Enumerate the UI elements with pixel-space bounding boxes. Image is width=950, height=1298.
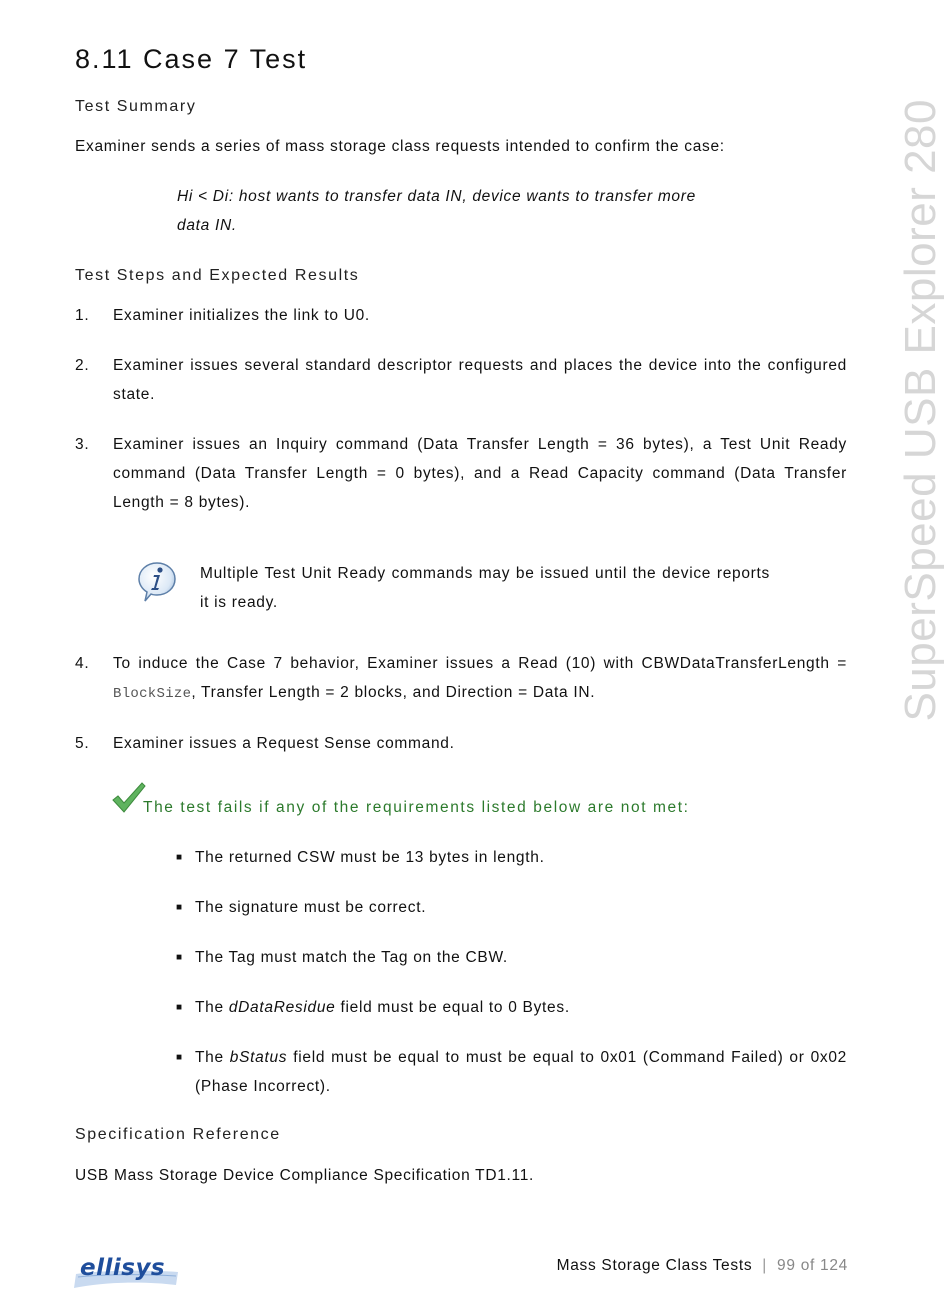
field-name: dDataResidue: [228, 999, 336, 1016]
requirement-text: The Tag must match the Tag on the CBW.: [195, 949, 508, 966]
requirement-item: [195, 1043, 847, 1101]
spec-text: USB Mass Storage Device Compliance Specification TD1.11.: [75, 1167, 535, 1184]
requirement-text: The: [195, 999, 229, 1016]
requirement-text: field must be equal to 0 Bytes.: [335, 999, 570, 1016]
step-number: 2.: [75, 357, 90, 374]
requirement-text: The returned CSW must be 13 bytes in length.: [195, 849, 545, 866]
case-line-2: data IN.: [177, 217, 237, 234]
requirement-text: The signature must be correct.: [195, 899, 427, 916]
requirement-item: [195, 943, 847, 972]
requirement-item: [195, 893, 847, 922]
requirement-text: The: [195, 1049, 230, 1066]
step-number: 5.: [75, 735, 90, 752]
step-number: 4.: [75, 655, 90, 672]
code-blocksize: BlockSize: [113, 686, 192, 702]
step-text: Examiner issues a Request Sense command.: [113, 735, 455, 752]
requirement-item: [195, 843, 847, 872]
info-icon: [136, 560, 180, 604]
note-text: Multiple Test Unit Ready commands may be issued until the device reports it is ready.: [200, 565, 770, 611]
summary-intro: Examiner sends a series of mass storage class requests intended to confirm the case:: [75, 138, 725, 155]
step-number: 1.: [75, 307, 90, 324]
field-name: bStatus: [229, 1049, 288, 1066]
bullet-icon: ■: [176, 952, 183, 963]
bullet-icon: ■: [176, 852, 183, 863]
page-title: 8.11 Case 7 Test: [75, 44, 308, 74]
footer-separator: |: [762, 1257, 768, 1274]
bullet-icon: ■: [176, 1002, 183, 1013]
side-title: [895, 60, 947, 760]
footer-chapter: Mass Storage Class Tests: [556, 1257, 753, 1274]
step-text: Examiner issues several standard descriptor requests and places the device into the configured state.: [113, 357, 847, 403]
step-text-part: , Transfer Length = 2 blocks, and Direction = Data IN.: [191, 684, 596, 701]
side-title-text: SuperSpeed USB Explorer 280: [896, 98, 945, 722]
requirement-text: field must be equal to must be equal to 0x01 (Command Failed) or 0x02 (Phase Incorrect).: [195, 1049, 847, 1095]
steps-heading: Test Steps and Expected Results: [75, 267, 360, 284]
requirement-item: [195, 993, 847, 1022]
summary-heading: Test Summary: [75, 98, 197, 115]
step-number: 3.: [75, 436, 90, 453]
page-footer: [557, 1257, 848, 1275]
step-text: [113, 649, 847, 709]
bullet-icon: ■: [176, 1052, 183, 1063]
spec-heading: Specification Reference: [75, 1126, 281, 1143]
step-text: Examiner issues an Inquiry command (Data Transfer Length = 36 bytes), a Test Unit Ready command (Data Transfer Length = 0 bytes), and a Read Capacity command (Data Transfer Length = 8 bytes).: [113, 436, 847, 511]
ellisys-logo: [72, 1255, 182, 1292]
case-line-1: Hi < Di: host wants to transfer data IN, device wants to transfer more: [177, 188, 696, 205]
step-text: Examiner initializes the link to U0.: [113, 307, 370, 324]
checkmark-icon: [111, 781, 147, 815]
step-text-part: To induce the Case 7 behavior, Examiner issues a Read (10) with CBWDataTransferLength =: [113, 655, 847, 672]
logo-text: ellisys: [80, 1255, 166, 1281]
page-number: 99 of 124: [777, 1257, 848, 1274]
fail-heading: The test fails if any of the requirements listed below are not met:: [143, 799, 690, 816]
bullet-icon: ■: [176, 902, 183, 913]
